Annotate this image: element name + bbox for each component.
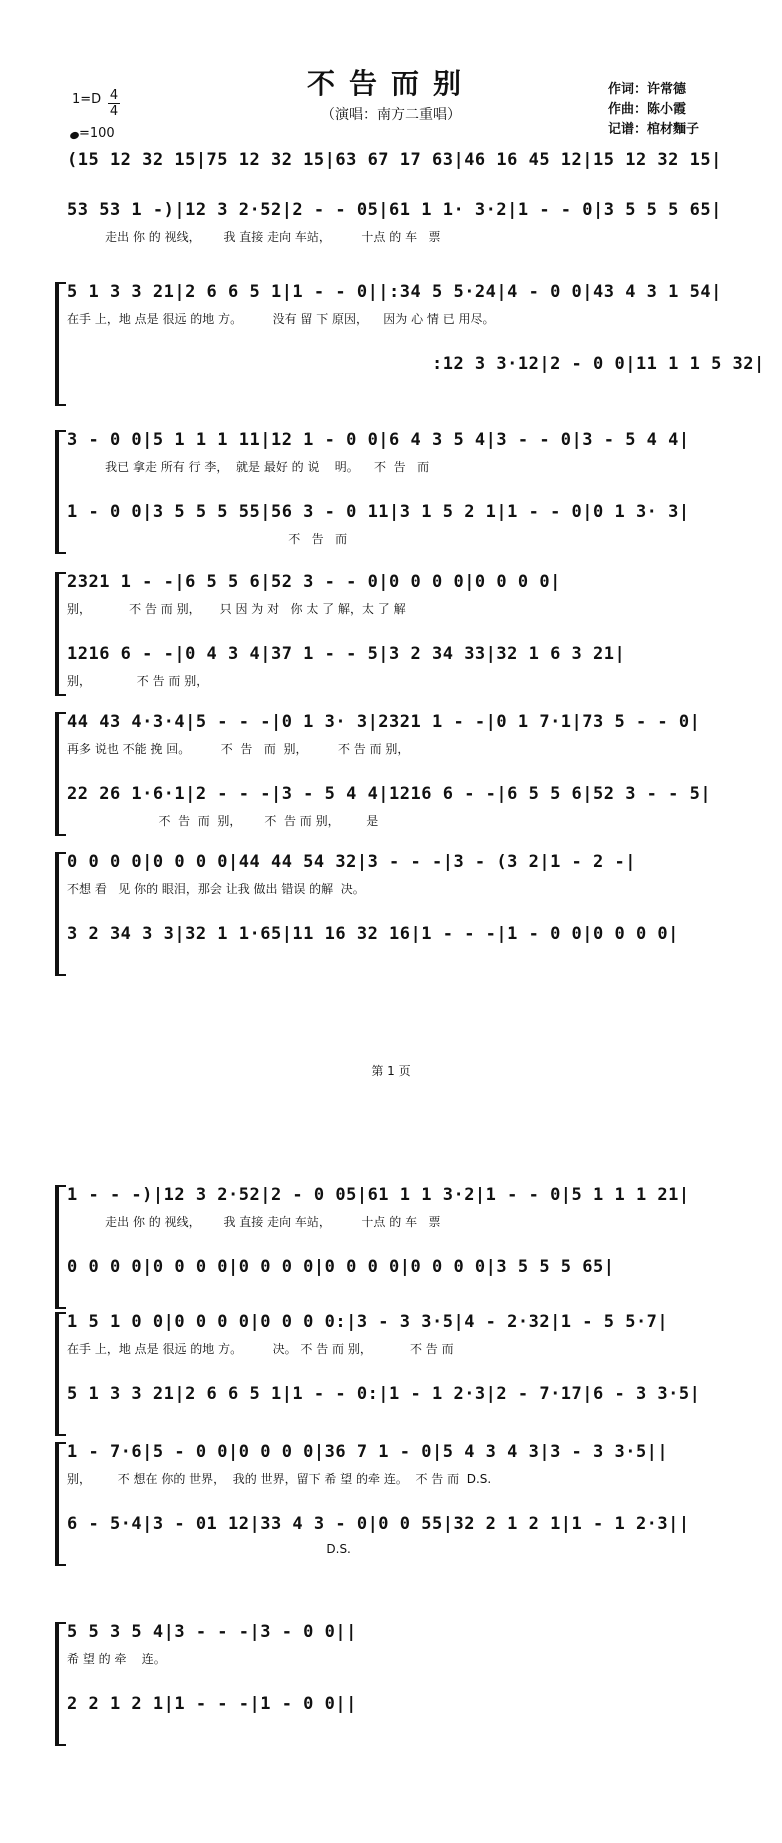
composer: 作曲：陈小霞 [608,102,687,117]
tempo-value: =100 [79,126,115,141]
system-bracket [55,1312,66,1436]
notation-line: 5 1 3 3 21|2 6 6 5 1|1 - - 0:|1 - 1 2·3|2 - 7·17|6 - 3 3·5| [67,1384,701,1404]
notation-line: 2 2 1 2 1|1 - - -|1 - 0 0|| [67,1694,357,1714]
notation-system [55,572,727,696]
notation-line: 0 0 0 0|0 0 0 0|0 0 0 0|0 0 0 0|0 0 0 0|3 5 5 5 65| [67,1257,615,1277]
notation-line: 6 - 5·4|3 - 01 12|33 4 3 - 0|0 0 55|32 2 1 2 1|1 - 1 2·3|| [67,1514,690,1534]
notation-line: 0 0 0 0|0 0 0 0|44 44 54 32|3 - - -|3 - (3 2|1 - 2 -| [67,852,636,872]
lyric-line: 再多 说也 不能 挽 回。 不 告 而 别， 不 告 而 别， [67,742,410,756]
notation-line: 3 2 34 3 3|32 1 1·65|11 16 32 16|1 - - -|1 - 0 0|0 0 0 0| [67,924,679,944]
page-number: 第 1 页 [371,1064,411,1078]
notation-line: (15 12 32 15|75 12 32 15|63 67 17 63|46 16 45 12|15 12 32 15| [67,150,722,170]
lyric-line: D.S. [67,1542,351,1556]
lyric-line: 别， 不 告 而 别， [67,674,209,688]
performer-line: （演唱：南方二重唱） [321,107,461,123]
notation-system [55,150,727,202]
notation-line: 1 - 7·6|5 - 0 0|0 0 0 0|36 7 1 - 0|5 4 3 4 3|3 - 3 3·5|| [67,1442,669,1462]
lyric-line: 在手 上，地 点是 很远 的地 方。 决。 不 告 而 别， 不 告 而 [67,1342,454,1356]
time-signature-bottom: 4 [109,104,119,119]
tempo-marking [70,126,115,141]
notation-system [55,852,727,976]
notation-system [55,1442,727,1566]
lyric-line: 别， 不 想在 你的 世界， 我的 世界，留下 希 望 的牵 连。 不 告 而 D.S. [67,1472,492,1486]
notation-line: 1216 6 - -|0 4 3 4|37 1 - - 5|3 2 34 33|32 1 6 3 21| [67,644,626,664]
notation-line: 5 5 3 5 4|3 - - -|3 - 0 0|| [67,1622,357,1642]
notation-line: 1 - - -)|12 3 2·52|2 - 0 05|61 1 1 3·2|1 - - 0|5 1 1 1 21| [67,1185,690,1205]
notation-line: 5 1 3 3 21|2 6 6 5 1|1 - - 0||:34 5 5·24|4 - 0 0|43 4 3 1 54| [67,282,722,302]
system-bracket [55,282,66,406]
system-bracket [55,1442,66,1566]
system-bracket [55,712,66,836]
time-signature [108,88,120,119]
notation-system [55,1312,727,1436]
lyric-line: 不 告 而 别， 不 告 而 别， 是 [67,814,379,828]
notation-system [55,1185,727,1309]
transcriber: 记谱：棺材麵子 [608,122,700,137]
system-bracket [55,1185,66,1309]
lyric-line: 走出 你 的 视线， 我 直接 走向 车站， 十点 的 车 票 [67,1215,441,1229]
song-title: 不告而别 [306,67,475,100]
notation-system [55,430,727,554]
lyric-line: 在手 上，地 点是 很远 的地 方。 没有 留 下 原因， 因为 心 情 已 用尽。 [67,312,495,326]
lyric-line: 走出 你 的 视线， 我 直接 走向 车站， 十点 的 车 票 [67,230,441,244]
notation-line: 1 - 0 0|3 5 5 5 55|56 3 - 0 11|3 1 5 2 1|1 - - 0|0 1 3· 3| [67,502,690,522]
key-signature: 1=D [72,92,102,107]
notation-system [55,1622,727,1746]
system-bracket [55,1622,66,1746]
time-signature-top: 4 [109,88,119,103]
system-bracket [55,572,66,696]
lyricist: 作词：许常德 [608,82,687,97]
notation-line: 3 - 0 0|5 1 1 1 11|12 1 - 0 0|6 4 3 5 4|3 - - 0|3 - 5 4 4| [67,430,690,450]
notation-system [55,282,765,406]
lyric-line: 我已 拿走 所有 行 李， 就是 最好 的 说 明。 不 告 而 [67,460,430,474]
notation-line: 44 43 4·3·4|5 - - -|0 1 3· 3|2321 1 - -|0 1 7·1|73 5 - - 0| [67,712,701,732]
system-bracket [55,430,66,554]
notation-line: 53 53 1 -)|12 3 2·52|2 - - 05|61 1 1· 3·2|1 - - 0|3 5 5 5 65| [67,200,722,220]
lyric-line: 不想 看 见 你的 眼泪，那会 让我 做出 错误 的解 决。 [67,882,365,896]
notation-line: :12 3 3·12|2 - 0 0|11 1 1 5 32| [67,354,765,374]
lyric-line: 别， 不 告 而 别， 只 因 为 对 你 太 了 解，太 了 解 [67,602,406,616]
credits [608,80,699,140]
lyric-line: 不 告 而 [67,532,348,546]
lyric-line: 希 望 的 牵 连。 [67,1652,166,1666]
notation-line: 2321 1 - -|6 5 5 6|52 3 - - 0|0 0 0 0|0 0 0 0| [67,572,561,592]
notation-line: 1 5 1 0 0|0 0 0 0|0 0 0 0:|3 - 3 3·5|4 - 2·32|1 - 5 5·7| [67,1312,669,1332]
notation-system [55,200,727,252]
system-bracket [55,852,66,976]
notation-system [55,712,727,836]
notation-line: 22 26 1·6·1|2 - - -|3 - 5 4 4|1216 6 - -|6 5 5 6|52 3 - - 5| [67,784,712,804]
